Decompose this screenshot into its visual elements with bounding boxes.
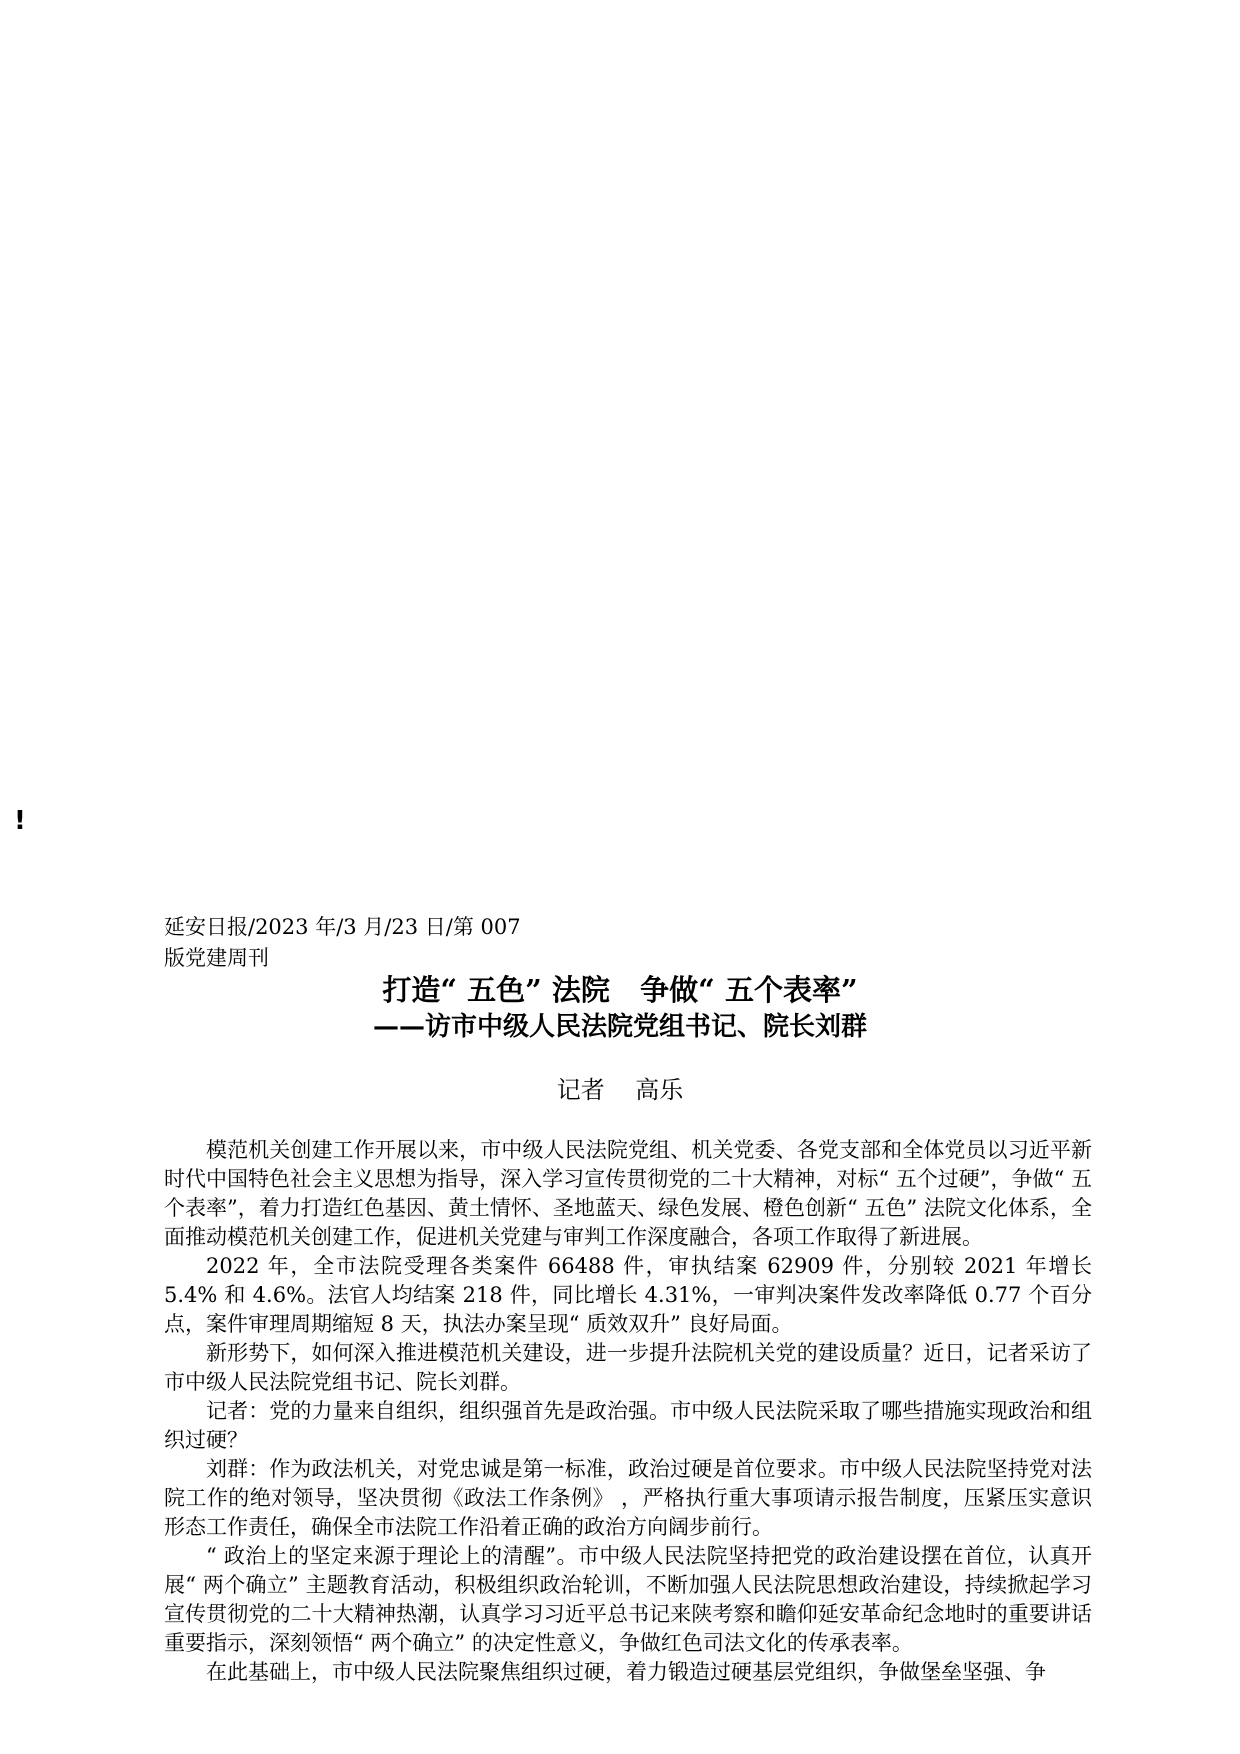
exclamation-mark: ! — [14, 806, 26, 836]
article-title: 打造“ 五色” 法院 争做“ 五个表率” — [382, 973, 858, 1007]
paragraph: 刘群：作为政法机关，对党忠诚是第一标准，政治过硬是首位要求。市中级人民法院坚持党对法院工作的绝对领导，坚决贯彻《政法工作条例》 ，严格执行重大事项请示报告制度，压紧压实意识形态工作责任，确保全市法院工作沿着正确的政治方向阔步前行。 — [164, 1457, 1092, 1539]
article-body — [164, 1136, 1092, 1748]
paragraph: 2022 年，全市法院受理各类案件 66488 件，审执结案 62909 件，分别较 2021 年增长 5.4% 和 4.6%。法官人均结案 218 件，同比增长 4.31%，一审判决案件发改率降低 0.77 个百分点，案件审理周期缩短 8 天，执法办案呈现“ 质效双升” 良好局面。 — [164, 1254, 1092, 1336]
paragraph: 在此基础上，市中级人民法院聚焦组织过硬，着力锻造过硬基层党组织，争做堡垒坚强、争 — [206, 1660, 1046, 1684]
paragraph: “ 政治上的坚定来源于理论上的清醒”。市中级人民法院坚持把党的政治建设摆在首位，认真开展“ 两个确立” 主题教育活动，积极组织政治轮训，不断加强人民法院思想政治建设，持续掀起学习宣传贯彻党的二十大精神热潮，认真学习习近平总书记来陕考察和瞻仰延安革命纪念地时的重要讲话重要指示，深刻领悟“ 两个确立” 的决定性意义，争做红色司法文化的传承表率。 — [164, 1544, 1092, 1655]
article-subtitle: ——访市中级人民法院党组书记、院长刘群 — [372, 1012, 867, 1042]
source-line: 延安日报/2023 年/3 月/23 日/第 007 版党建周刊 — [164, 915, 521, 970]
paragraph: 记者：党的力量来自组织，组织强首先是政治强。市中级人民法院采取了哪些措施实现政治和组织过硬？ — [164, 1399, 1092, 1452]
paragraph: 模范机关创建工作开展以来，市中级人民法院党组、机关党委、各党支部和全体党员以习近平新时代中国特色社会主义思想为指导，深入学习宣传贯彻党的二十大精神，对标“ 五个过硬”，争做“ 五个表率”，着力打造红色基因、黄土情怀、圣地蓝天、绿色发展、橙色创新“ 五色” 法院文化体系，全面推动模范机关创建工作，促进机关党建与审判工作深度融合，各项工作取得了新进展。 — [164, 1138, 1092, 1249]
byline: 记者 高乐 — [556, 1076, 684, 1104]
paragraph: 新形势下，如何深入推进模范机关建设，进一步提升法院机关党的建设质量？近日，记者采访了市中级人民法院党组书记、院长刘群。 — [164, 1341, 1092, 1394]
